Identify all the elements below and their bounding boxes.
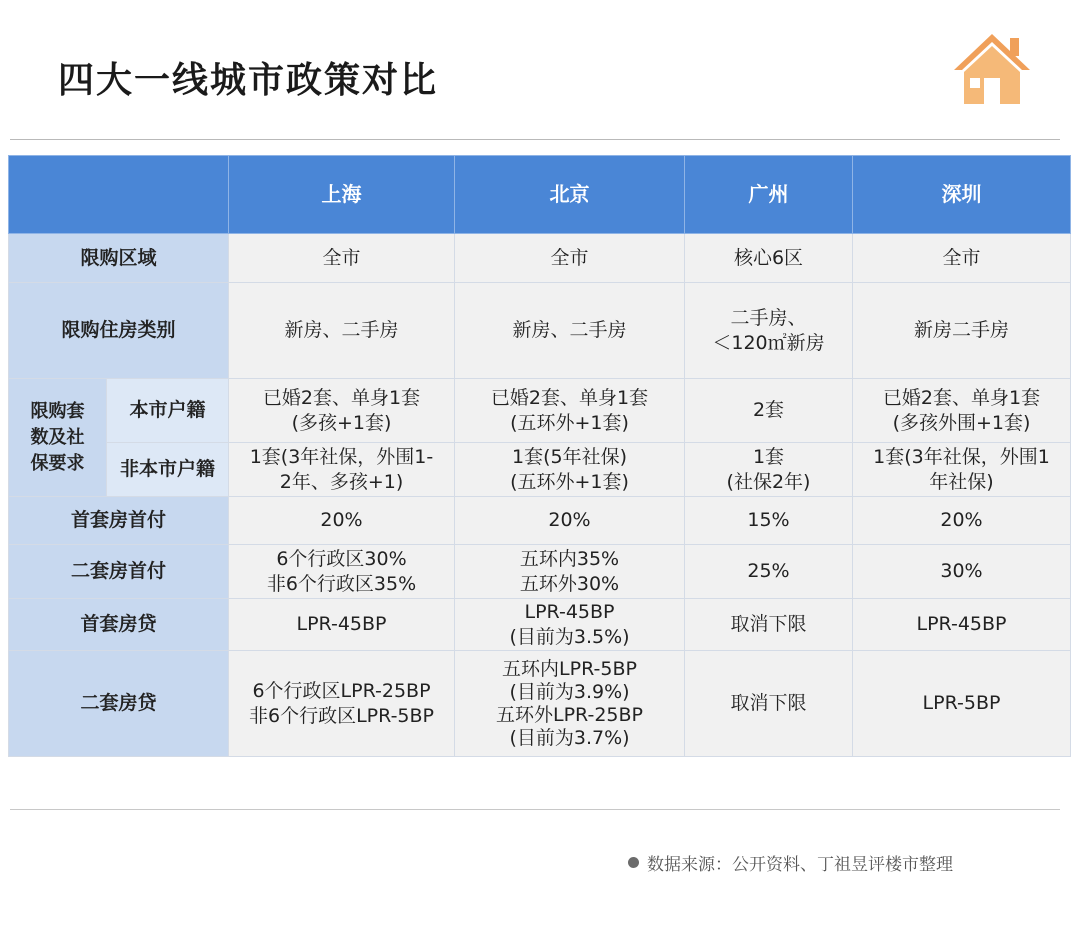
table-cell: 6个行政区30% 非6个行政区35% <box>229 545 455 599</box>
row-label: 二套房贷 <box>9 651 229 757</box>
bullet-icon <box>628 857 639 868</box>
table-cell: 20% <box>455 497 685 545</box>
policy-comparison-table <box>8 155 1071 757</box>
row-label: 二套房首付 <box>9 545 229 599</box>
table-cell: 1套(3年社保，外围1- 2年、多孩+1) <box>229 443 455 497</box>
table-row <box>9 283 1071 379</box>
table-cell: LPR-45BP <box>853 599 1071 651</box>
city-header: 上海 <box>229 156 455 234</box>
bottom-divider <box>10 809 1060 810</box>
table-cell: 20% <box>853 497 1071 545</box>
table-cell: 新房二手房 <box>853 283 1071 379</box>
table-cell: 1套(3年社保，外围1 年社保) <box>853 443 1071 497</box>
table-cell: 核心6区 <box>685 234 853 283</box>
table-cell: 全市 <box>455 234 685 283</box>
header-corner <box>9 156 229 234</box>
table-cell: 2套 <box>685 379 853 443</box>
table-cell: 15% <box>685 497 853 545</box>
city-header: 北京 <box>455 156 685 234</box>
table-row <box>9 379 1071 443</box>
row-label: 本市户籍 <box>107 379 229 443</box>
top-divider <box>10 139 1060 140</box>
table-row <box>9 443 1071 497</box>
city-header: 深圳 <box>853 156 1071 234</box>
table-cell: 1套(5年社保) (五环外+1套) <box>455 443 685 497</box>
table-cell: LPR-5BP <box>853 651 1071 757</box>
table-cell: 已婚2套、单身1套 (五环外+1套) <box>455 379 685 443</box>
table-cell: 取消下限 <box>685 599 853 651</box>
table-cell: 6个行政区LPR-25BP 非6个行政区LPR-5BP <box>229 651 455 757</box>
table-cell: 30% <box>853 545 1071 599</box>
table-cell: 20% <box>229 497 455 545</box>
source-note <box>628 850 953 875</box>
city-header: 广州 <box>685 156 853 234</box>
house-icon <box>950 30 1034 108</box>
table-row <box>9 599 1071 651</box>
table-cell: 1套 (社保2年) <box>685 443 853 497</box>
table-cell: 已婚2套、单身1套 (多孩外围+1套) <box>853 379 1071 443</box>
table-cell: 五环内LPR-5BP (目前为3.9%) 五环外LPR-25BP (目前为3.7%) <box>455 651 685 757</box>
table-cell: 五环内35% 五环外30% <box>455 545 685 599</box>
header-row <box>9 156 1071 234</box>
row-group-label: 限购套数及社保要求 <box>9 379 107 497</box>
table-row <box>9 545 1071 599</box>
row-label: 限购区域 <box>9 234 229 283</box>
table-cell: 二手房、 ＜120㎡新房 <box>685 283 853 379</box>
table-row <box>9 234 1071 283</box>
row-label: 非本市户籍 <box>107 443 229 497</box>
table-cell: 全市 <box>853 234 1071 283</box>
table-cell: 25% <box>685 545 853 599</box>
table-cell: LPR-45BP <box>229 599 455 651</box>
table-cell: 新房、二手房 <box>455 283 685 379</box>
row-label: 限购住房类别 <box>9 283 229 379</box>
table-row <box>9 497 1071 545</box>
table-cell: LPR-45BP (目前为3.5%) <box>455 599 685 651</box>
row-label: 首套房贷 <box>9 599 229 651</box>
table-cell: 取消下限 <box>685 651 853 757</box>
source-text: 数据来源：公开资料、丁祖昱评楼市整理 <box>647 855 953 875</box>
page-title: 四大一线城市政策对比 <box>58 60 439 101</box>
table-row <box>9 651 1071 757</box>
table-cell: 全市 <box>229 234 455 283</box>
table-cell: 新房、二手房 <box>229 283 455 379</box>
row-label: 首套房首付 <box>9 497 229 545</box>
table-cell: 已婚2套、单身1套 (多孩+1套) <box>229 379 455 443</box>
